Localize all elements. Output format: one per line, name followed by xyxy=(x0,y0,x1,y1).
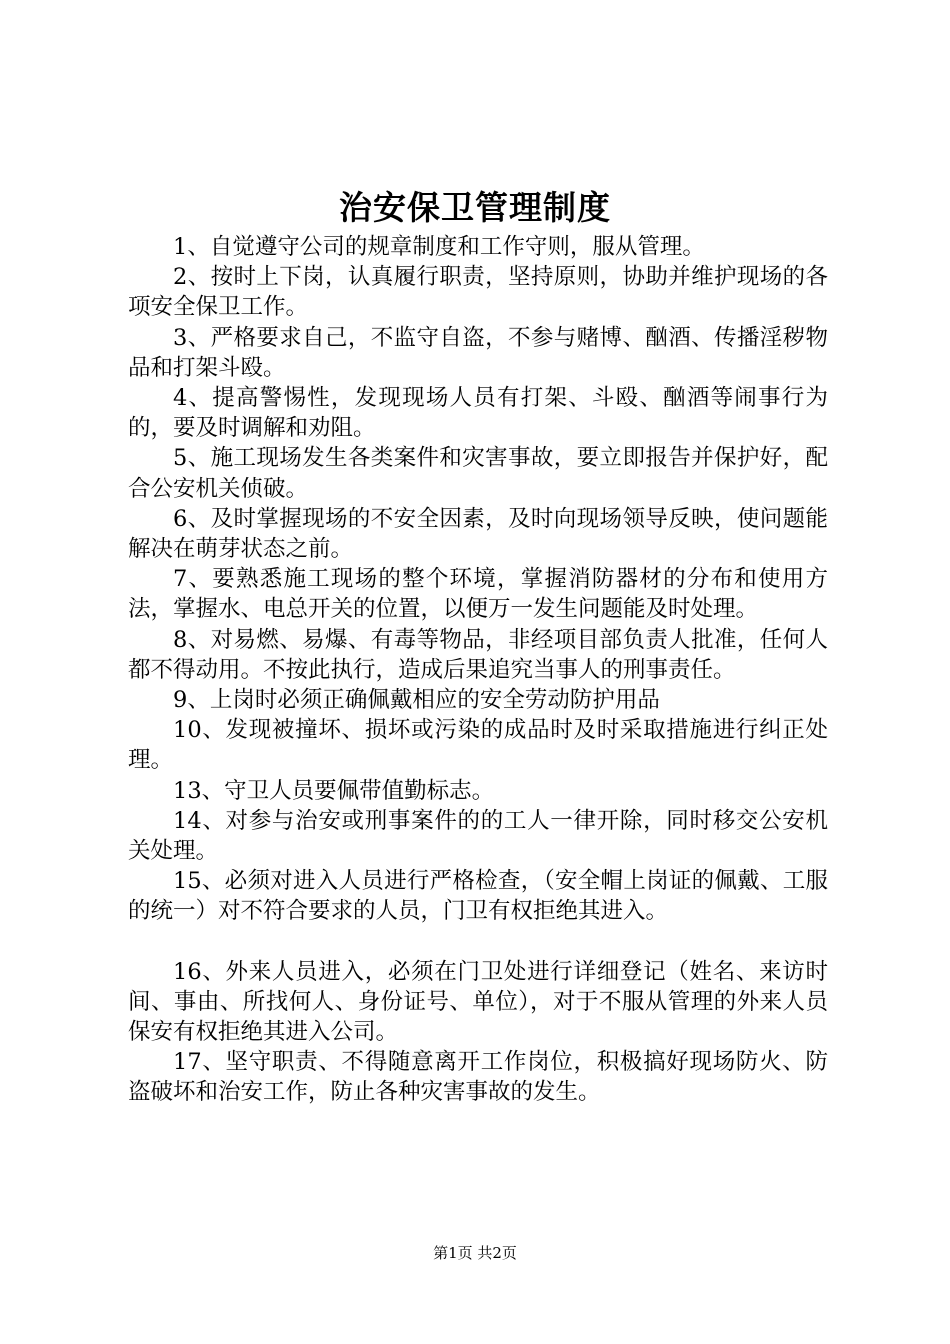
paragraph-16: 16、外来人员进入，必须在门卫处进行详细登记（姓名、来访时间、事由、所找何人、身份证号、单位），对于不服从管理的外来人员保安有权拒绝其进入公司。 xyxy=(128,958,828,1046)
document-body xyxy=(128,232,828,1108)
paragraph-2: 2、按时上下岗，认真履行职责，坚持原则，协助并维护现场的各项安全保卫工作。 xyxy=(128,264,828,321)
paragraph-5: 5、施工现场发生各类案件和灾害事故，要立即报告并保护好，配合公安机关侦破。 xyxy=(128,445,828,502)
paragraph-7: 7、要熟悉施工现场的整个环境，掌握消防器材的分布和使用方法，掌握水、电总开关的位置，以便万一发生问题能及时处理。 xyxy=(128,566,828,623)
paragraph-3: 3、严格要求自己，不监守自盗，不参与赌博、酗酒、传播淫秽物品和打架斗殴。 xyxy=(128,324,828,381)
page-footer: 第1页 共2页 xyxy=(433,1244,517,1262)
paragraph-13: 13、守卫人员要佩带值勤标志。 xyxy=(173,777,495,804)
document-title: 治安保卫管理制度 xyxy=(339,188,611,227)
paragraph-14: 14、对参与治安或刑事案件的的工人一律开除，同时移交公安机关处理。 xyxy=(128,807,828,865)
paragraph-8: 8、对易燃、易爆、有毒等物品，非经项目部负责人批准，任何人都不得动用。不按此执行，造成后果追究当事人的刑事责任。 xyxy=(128,626,828,683)
paragraph-4: 4、提高警惕性，发现现场人员有打架、斗殴、酗酒等闹事行为的，要及时调解和劝阻。 xyxy=(128,385,828,442)
paragraph-9: 9、上岗时必须正确佩戴相应的安全劳动防护用品 xyxy=(173,687,660,714)
paragraph-17: 17、坚守职责、不得随意离开工作岗位，积极搞好现场防火、防盗破坏和治安工作，防止各种灾害事故的发生。 xyxy=(128,1049,828,1106)
paragraph-15: 15、必须对进入人员进行严格检查，（安全帽上岗证的佩戴、工服的统一）对不符合要求的人员，门卫有权拒绝其进入。 xyxy=(128,868,828,925)
paragraph-10: 10、发现被撞坏、损坏或污染的成品时及时采取措施进行纠正处理。 xyxy=(128,717,828,774)
paragraph-6: 6、及时掌握现场的不安全因素，及时向现场领导反映，使问题能解决在萌芽状态之前。 xyxy=(128,505,828,563)
paragraph-1: 1、自觉遵守公司的规章制度和工作守则，服从管理。 xyxy=(173,234,705,260)
